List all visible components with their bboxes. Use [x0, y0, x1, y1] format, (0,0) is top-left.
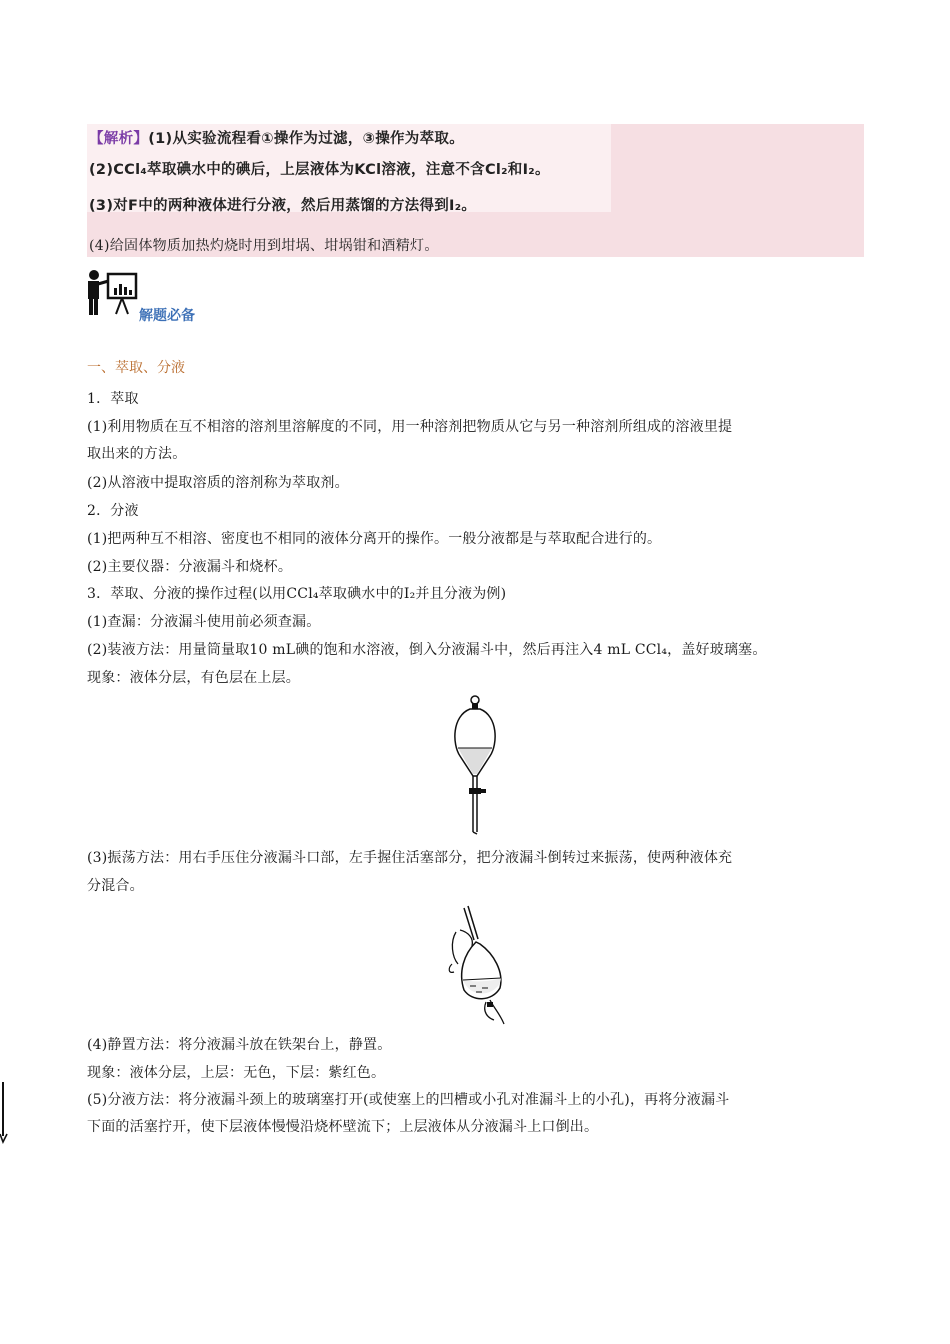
analysis-line-4: (4)给固体物质加热灼烧时用到坩埚、坩埚钳和酒精灯。: [89, 238, 439, 254]
para-separating-1: (5)分液方法：将分液漏斗颈上的玻璃塞打开(或使塞上的凹槽或小孔对准漏斗上的小孔)，再将分液漏斗: [87, 1092, 730, 1108]
para-separate-def: (1)把两种互不相溶、密度也不相同的液体分离开的操作。一般分液都是与萃取配合进行的。: [87, 531, 662, 547]
para-standing-phenomenon: 现象：液体分层，上层：无色，下层：紫红色。: [87, 1065, 386, 1081]
section-title: 解题必备: [139, 308, 195, 324]
para-extract-def-2: 取出来的方法。: [87, 446, 187, 462]
analysis-tag: 【解析】: [89, 131, 149, 147]
teacher-board-icon: [86, 268, 142, 322]
margin-arrow-mark: [0, 1082, 12, 1148]
analysis-box: [87, 124, 864, 257]
analysis-line-1-text: (1)从实验流程看①操作为过滤，③操作为萃取。: [148, 131, 464, 147]
para-separating-2: 下面的活塞拧开，使下层液体慢慢沿烧杯壁流下；上层液体从分液漏斗上口倒出。: [87, 1119, 599, 1135]
para-loading: (2)装液方法：用量筒量取10 mL碘的饱和水溶液，倒入分液漏斗中，然后再注入4 mL CCl₄，盖好玻璃塞。: [87, 642, 767, 658]
para-leak-check: (1)查漏：分液漏斗使用前必须查漏。: [87, 614, 321, 630]
para-extract-title: 1．萃取: [87, 391, 139, 407]
para-shaking-1: (3)振荡方法：用右手压住分液漏斗口部，左手握住活塞部分，把分液漏斗倒转过来振荡，使两种液体充: [87, 850, 733, 866]
shaking-funnel-figure: [442, 902, 510, 1030]
para-instruments: (2)主要仪器：分液漏斗和烧杯。: [87, 559, 293, 575]
para-shaking-2: 分混合。: [87, 878, 144, 894]
analysis-line-3: (3)对F中的两种液体进行分液，然后用蒸馏的方法得到I₂。: [89, 198, 477, 214]
para-extractant: (2)从溶液中提取溶质的溶剂称为萃取剂。: [87, 475, 349, 491]
analysis-line-2: (2)CCl₄萃取碘水中的碘后，上层液体为KCl溶液，注意不含Cl₂和I₂。: [89, 162, 550, 178]
content-heading: 一、萃取、分液: [87, 360, 185, 376]
para-standing: (4)静置方法：将分液漏斗放在铁架台上，静置。: [87, 1037, 392, 1053]
separatory-funnel-figure: [440, 694, 510, 840]
para-process-title: 3．萃取、分液的操作过程(以用CCl₄萃取碘水中的I₂并且分液为例): [87, 586, 507, 602]
para-extract-def-1: (1)利用物质在互不相溶的溶剂里溶解度的不同，用一种溶剂把物质从它与另一种溶剂所组成的溶液里提: [87, 419, 733, 435]
analysis-line-1: [89, 127, 464, 148]
para-separate-title: 2．分液: [87, 503, 139, 519]
para-loading-phenomenon: 现象：液体分层，有色层在上层。: [87, 670, 300, 686]
